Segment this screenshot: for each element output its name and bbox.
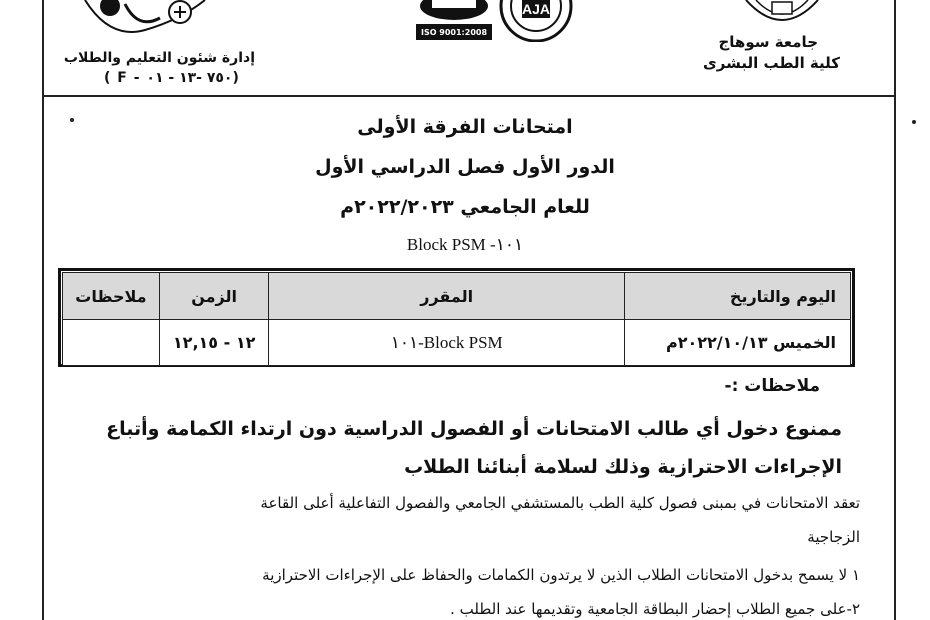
warning-line-1: ممنوع دخول أي طالب الامتحانات أو الفصول الدراسية دون ارتداء الكمامة وأتباع: [106, 418, 842, 440]
note-rule-2: ٢-على جميع الطلاب إحضار البطاقة الجامعية وتقديمها عند الطلب .: [450, 600, 860, 618]
note-location-line-2: الزجاجية: [807, 528, 860, 546]
exam-title: امتحانات الفرقة الأولى: [357, 116, 573, 138]
header-course: المقرر: [269, 273, 624, 320]
iso-badge: ISO 9001:2008: [416, 24, 492, 40]
page-border-left: [42, 0, 44, 620]
warning-line-2: الإجراءات الاحترازية وذلك لسلامة أبنائنا الطلاب: [404, 456, 842, 478]
note-rule-1: ١ لا يسمح بدخول الامتحانات الطلاب الذين لا يرتدون الكمامات والحفاظ على الإجراءات الاحترازية: [262, 566, 860, 584]
svg-text:AJA: AJA: [521, 1, 551, 17]
notes-heading: ملاحظات :-: [724, 376, 820, 396]
university-name: جامعة سوهاج: [718, 33, 818, 51]
university-emblem: [742, 0, 822, 30]
exam-schedule-table: [62, 272, 851, 366]
block-name: Block PSM -١٠١: [406, 235, 524, 254]
registrar-seal-logo: [498, 0, 574, 42]
accreditation-logo: [418, 0, 490, 24]
table-header-row: [63, 273, 851, 320]
cell-day-date: الخميس ٢٠٢٢/١٠/١٣م: [624, 320, 850, 366]
faculty-name: كلية الطب البشرى: [702, 54, 840, 72]
header-time: الزمن: [159, 273, 269, 320]
form-code: ( F - ٧٥٠ -١٣ - ٠١): [104, 70, 240, 86]
header-notes: ملاحظات: [63, 273, 160, 320]
header-day-date: اليوم والتاريخ: [624, 273, 850, 320]
table-row: [63, 320, 851, 366]
page-border-right: [894, 0, 896, 620]
header-divider: [44, 95, 894, 97]
academic-year: للعام الجامعي ٢٠٢٢/٢٠٢٣م: [340, 196, 590, 218]
note-location-line-1: تعقد الامتحانات في بمبنى فصول كلية الطب بالمستشفي الجامعي والفصول التفاعلية أعلى القاعة: [260, 494, 860, 512]
cell-time: ١٢ - ١٢,١٥: [159, 320, 269, 366]
exam-round: الدور الأول فصل الدراسي الأول: [315, 156, 615, 178]
faculty-logo: [80, 0, 210, 38]
cell-notes: [63, 320, 160, 366]
admin-department-name: إدارة شئون التعليم والطلاب: [63, 50, 255, 66]
cell-course: Block PSM-١٠١: [269, 320, 624, 366]
